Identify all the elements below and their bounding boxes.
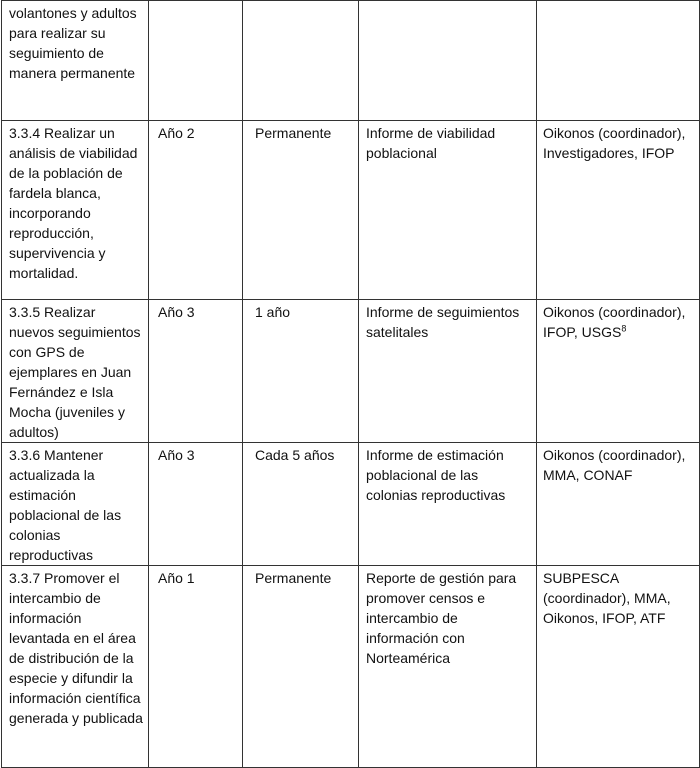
start-cell: Año 3 [149,443,243,566]
indicator-cell [359,1,537,121]
indicator-cell: Informe de seguimientos satelitales [359,300,537,443]
action-cell: 3.3.7 Promover el intercambio de información levantada en el área de distribución de la especie y difundir la información científica generada y publicada [2,566,149,768]
action-cell: 3.3.4 Realizar un análisis de viabilidad de la población de fardela blanca, incorporando reproducción, supervivencia y mortalidad. [2,121,149,300]
table-row [2,443,700,566]
responsible-text: Oikonos (coordinador), IFOP, USGS [543,304,686,340]
duration-cell: Permanente [243,121,359,300]
responsible-text: Oikonos (coordinador), MMA, CONAF [543,447,686,483]
table-row [2,1,700,121]
action-cell: volantones y adultos para realizar su seguimiento de manera permanente [2,1,149,121]
responsible-cell [537,566,700,768]
responsible-text: SUBPESCA (coordinador), MMA, Oikonos, IFOP, ATF [543,570,671,626]
action-cell: 3.3.5 Realizar nuevos seguimientos con GPS de ejemplares en Juan Fernández e Isla Mocha (juveniles y adultos) [2,300,149,443]
duration-cell: 1 año [243,300,359,443]
duration-cell: Permanente [243,566,359,768]
table-row [2,300,700,443]
indicator-cell: Reporte de gestión para promover censos e intercambio de información con Norteamérica [359,566,537,768]
start-cell: Año 1 [149,566,243,768]
table-row [2,121,700,300]
action-cell: 3.3.6 Mantener actualizada la estimación poblacional de las colonias reproductivas [2,443,149,566]
duration-cell: Cada 5 años [243,443,359,566]
responsible-cell [537,443,700,566]
responsible-text: Oikonos (coordinador), Investigadores, IFOP [543,125,686,161]
start-cell: Año 3 [149,300,243,443]
responsible-cell [537,300,700,443]
start-cell: Año 2 [149,121,243,300]
table-row [2,566,700,768]
responsible-cell [537,1,700,121]
start-cell [149,1,243,121]
indicator-cell: Informe de estimación poblacional de las colonias reproductivas [359,443,537,566]
indicator-cell: Informe de viabilidad poblacional [359,121,537,300]
footnote-marker: 8 [621,323,627,334]
action-plan-table [1,0,700,768]
responsible-cell [537,121,700,300]
duration-cell [243,1,359,121]
